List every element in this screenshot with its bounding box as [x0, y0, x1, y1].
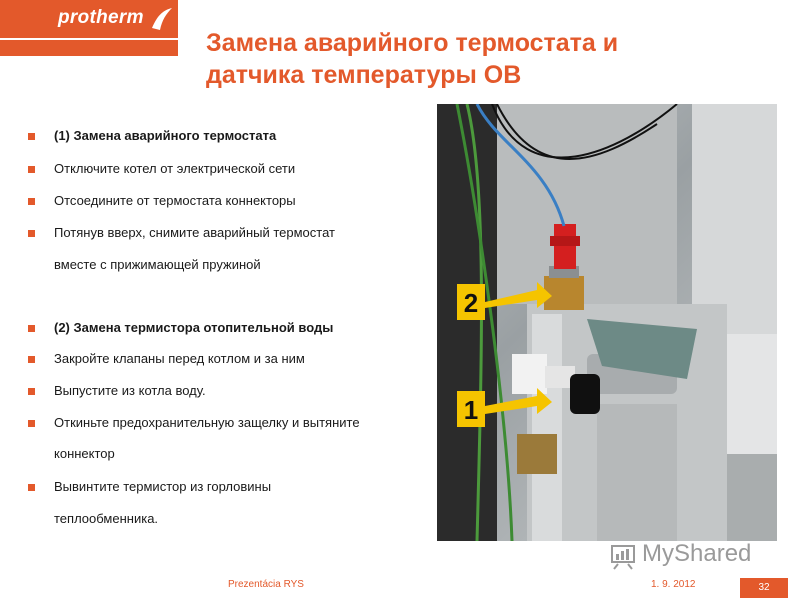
- bullet-text: Потянув вверх, снимите аварийный термостат: [54, 225, 335, 240]
- title-line-1: Замена аварийного термостата и: [206, 29, 619, 57]
- accent-bar: [0, 40, 178, 56]
- bullet-text: Закройте клапаны перед котлом и за ним: [54, 351, 305, 366]
- bullet-text: (1) Замена аварийного термостата: [54, 128, 277, 143]
- watermark-logo-icon: [610, 540, 640, 570]
- bullet-marker: [28, 356, 35, 363]
- footer-date: 1. 9. 2012: [651, 579, 696, 590]
- bullet-marker: [28, 325, 35, 332]
- bullet-marker: [28, 166, 35, 173]
- bullet-text: Отключите котел от электрической сети: [54, 161, 296, 176]
- watermark: MyShared: [642, 540, 752, 567]
- marker-label-1: 1: [463, 395, 479, 425]
- marker-label-2: 2: [463, 288, 479, 318]
- logo: protherm: [58, 7, 144, 28]
- boiler-photo-illustration: [437, 104, 777, 541]
- bullet-text: Отсоедините от термостата коннекторы: [54, 193, 296, 208]
- bullet-marker: [28, 133, 35, 140]
- bullet-continuation: теплообменника.: [54, 511, 159, 526]
- bullet-marker: [28, 198, 35, 205]
- bullet-marker: [28, 484, 35, 491]
- bullet-text: Выпустите из котла воду.: [54, 383, 206, 398]
- header-band: [0, 0, 178, 56]
- bullet-text: Вывинтите термистор из горловины: [54, 479, 272, 494]
- bullet-continuation: вместе с прижимающей пружиной: [54, 257, 261, 272]
- boiler-photo: [437, 104, 777, 541]
- bullet-continuation: коннектор: [54, 446, 115, 461]
- title-line-2: датчика температуры ОВ: [206, 61, 522, 89]
- slide-title: [206, 27, 776, 91]
- logo-swoosh-icon: [150, 4, 174, 32]
- page-number: 32: [740, 578, 788, 598]
- bullet-text: Откиньте предохранительную защелку и вытяните: [54, 415, 360, 430]
- bullet-marker: [28, 388, 35, 395]
- footer-presentation: Prezentácia RYS: [228, 579, 304, 590]
- logo-bar: [0, 0, 178, 38]
- bullet-text: (2) Замена термистора отопительной воды: [54, 320, 334, 335]
- bullet-marker: [28, 420, 35, 427]
- bullet-marker: [28, 230, 35, 237]
